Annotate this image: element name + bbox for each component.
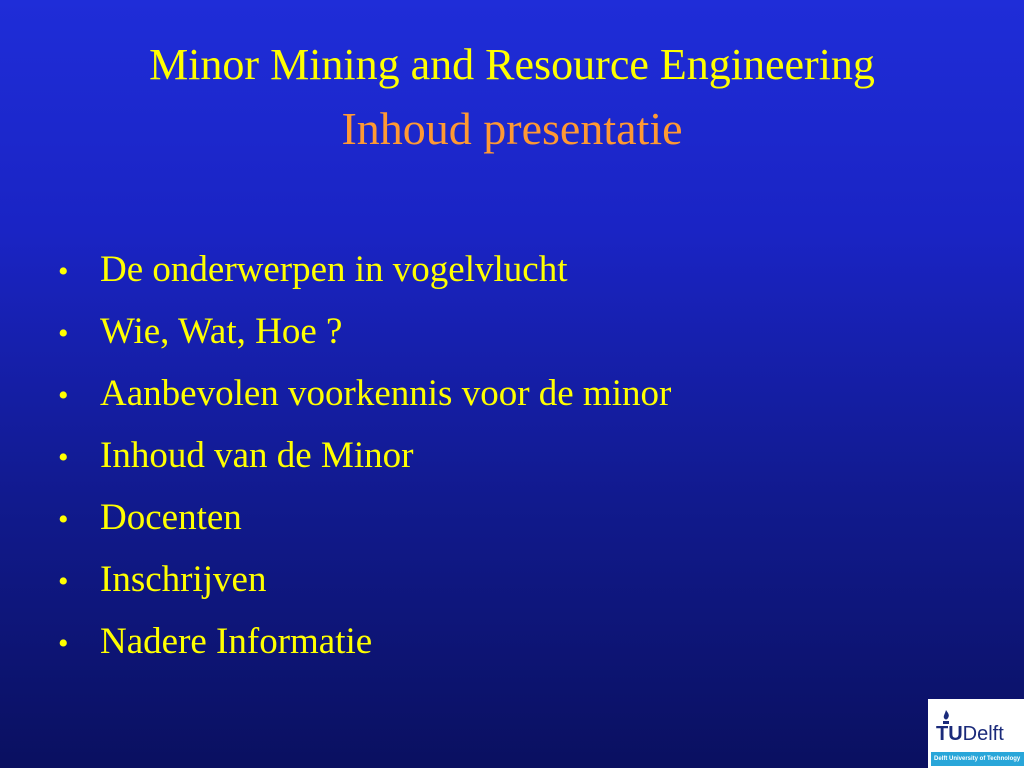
logo-tagline: Delft University of Technology [931,752,1024,766]
bullet-icon: • [58,379,69,412]
bullet-icon: • [58,565,69,598]
bullet-icon: • [58,503,69,536]
bullet-text: Inhoud van de Minor [100,435,414,476]
logo-wordmark [936,723,1004,746]
bullet-text: Aanbevolen voorkennis voor de minor [100,373,672,414]
list-item [58,426,671,488]
list-item [58,612,671,674]
slide-subtitle: Inhoud presentatie [341,103,683,154]
bullet-text: Wie, Wat, Hoe ? [100,311,343,352]
list-item [58,550,671,612]
bullet-icon: • [58,627,69,660]
bullet-icon: • [58,317,69,350]
bullet-list [58,240,671,674]
list-item [58,488,671,550]
list-item [58,240,671,302]
tu-delft-logo [928,699,1024,768]
list-item [58,302,671,364]
bullet-text: Inschrijven [100,559,267,600]
logo-tu: TU [936,723,963,745]
bullet-icon: • [58,441,69,474]
slide-title: Minor Mining and Resource Engineering [149,40,875,89]
logo-delft: Delft [962,723,1004,745]
bullet-text: Docenten [100,497,242,538]
bullet-text: Nadere Informatie [100,621,373,662]
bullet-text: De onderwerpen in vogelvlucht [100,249,568,290]
list-item [58,364,671,426]
bullet-icon: • [58,255,69,288]
